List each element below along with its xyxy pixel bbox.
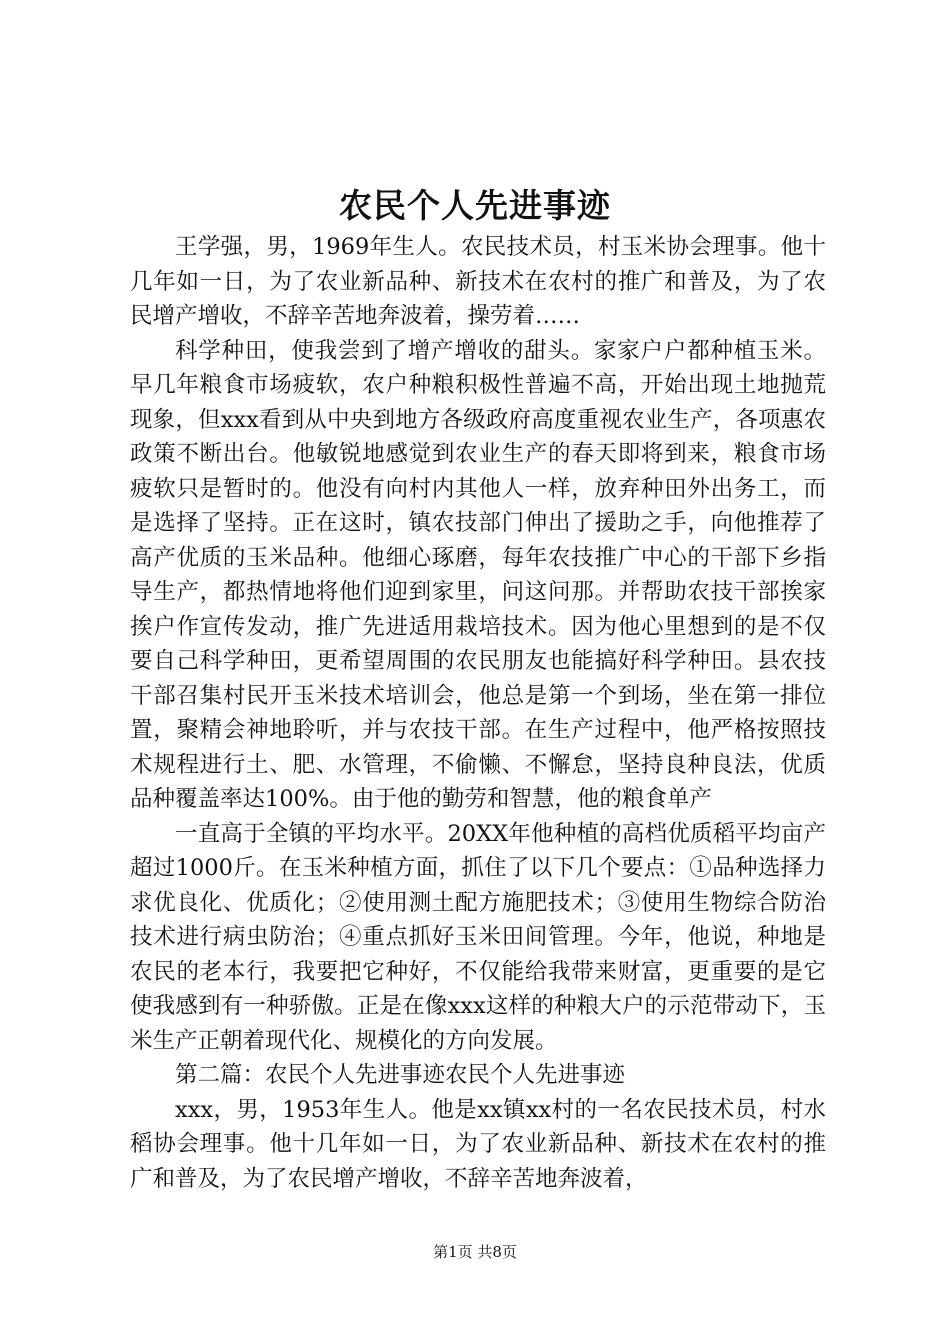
paragraph-intro: 王学强，男，1969年生人。农民技术员，村玉米协会理事。他十几年如一日，为了农业新品种、新技术在农村的推广和普及，为了农民增产增收，不辞辛苦地奔波着，操劳着…… — [130, 234, 826, 329]
document-body — [130, 230, 826, 1196]
paragraph-yield: 一直高于全镇的平均水平。20XX年他种植的高档优质稻平均亩产超过1000斤。在玉米种植方面，抓住了以下几个要点：①品种选择力求优良化、优质化；②使用测土配方施肥技术；③使用生物综合防治技术进行病虫防治；④重点抓好玉米田间管理。今年，他说，种地是农民的老本行，我要把它种好，不仅能给我带来财富，更重要的是它使我感到有一种骄傲。正是在像xxx这样的种粮大户的示范带动下，玉米生产正朝着现代化、规模化的方向发展。 — [130, 820, 826, 1054]
paragraph-science-farming: 科学种田，使我尝到了增产增收的甜头。家家户户都种植玉米。早几年粮食市场疲软，农户种粮积极性普遍不高，开始出现土地抛荒现象，但xxx看到从中央到地方各级政府高度重视农业生产，各项惠农政策不断出台。他敏锐地感觉到农业生产的春天即将到来，粮食市场疲软只是暂时的。他没有向村内其他人一样，放弃种田外出务工，而是选择了坚持。正在这时，镇农技部门伸出了援助之手，向他推荐了高产优质的玉米品种。他细心琢磨，每年农技推广中心的干部下乡指导生产，都热情地将他们迎到家里，问这问那。并帮助农技干部挨家挨户作宣传发动，推广先进适用栽培技术。因为他心里想到的是不仅要自己科学种田，更希望周围的农民朋友也能搞好科学种田。县农技干部召集村民开玉米技术培训会，他总是第一个到场，坐在第一排位置，聚精会神地聆听，并与农技干部。在生产过程中，他严格按照技术规程进行土、肥、水管理，不偷懒、不懈怠，坚持良种良法，优质品种覆盖率达100%。由于他的勤劳和智慧，他的粮食单产 — [130, 337, 826, 812]
page-number-footer: 第1页 共8页 — [433, 1243, 517, 1261]
document-title: 农民个人先进事迹 — [339, 186, 611, 225]
section-heading-part-two: 第二篇：农民个人先进事迹农民个人先进事迹 — [175, 1062, 626, 1088]
paragraph-part-two-intro: xxx，男，1953年生人。他是xx镇xx村的一名农民技术员，村水稻协会理事。他十几年如一日，为了农业新品种、新技术在农村的推广和普及，为了农民增产增收，不辞辛苦地奔波着， — [130, 1096, 826, 1192]
